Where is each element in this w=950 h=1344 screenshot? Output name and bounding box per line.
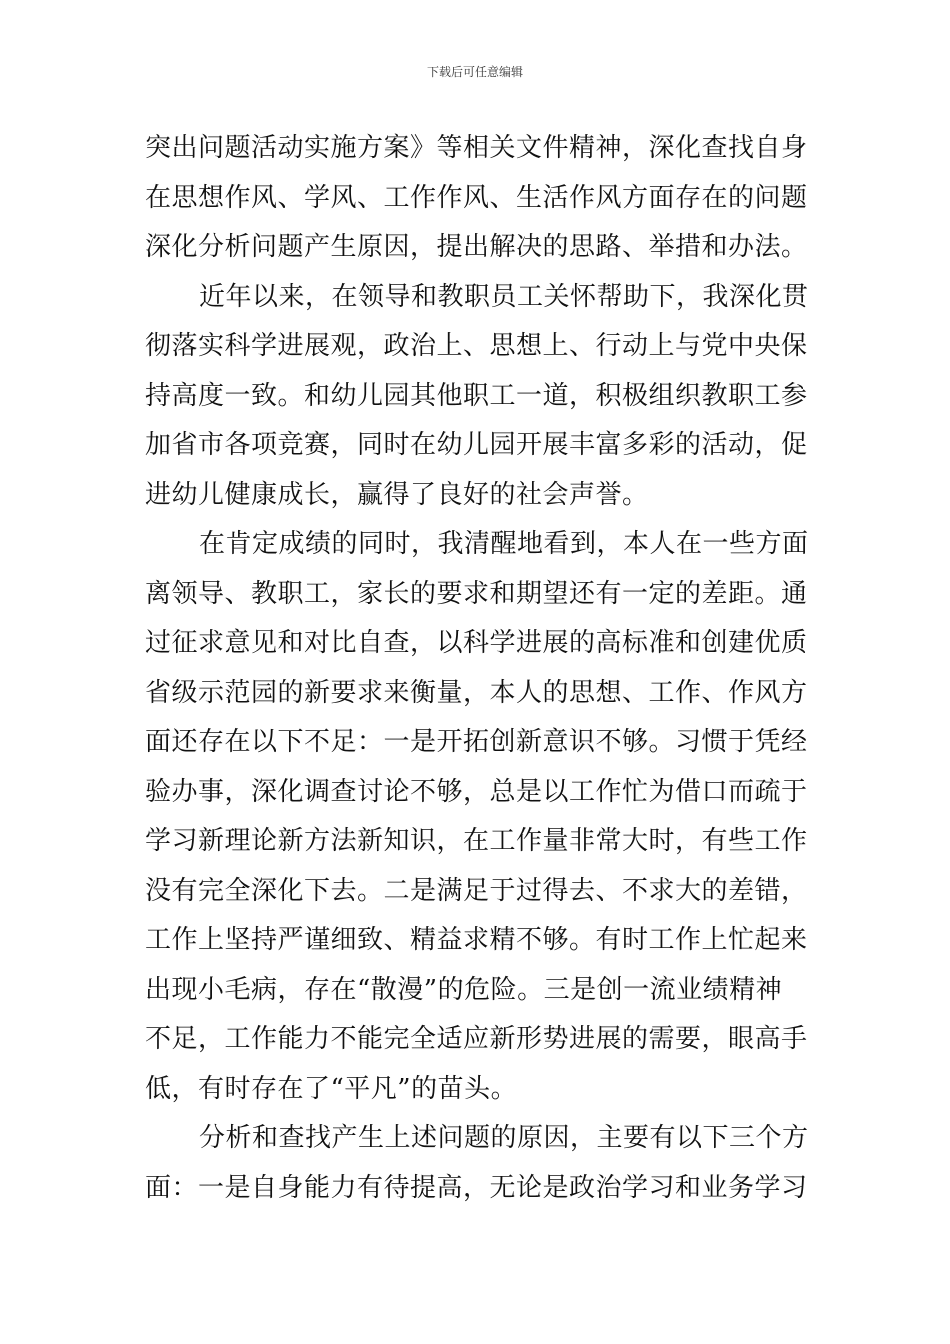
text-line: 学习新理论新方法新知识，在工作量非常大时，有些工作 (145, 826, 808, 856)
text-line: 省级示范园的新要求来衡量，本人的思想、工作、作风方 (145, 677, 808, 708)
text-line: 突出问题活动实施方案》等相关文件精神，深化查找自身 (145, 133, 808, 163)
text-line: 面还存在以下不足：一是开拓创新意识不够。习惯于凭经 (145, 727, 808, 757)
text-line: 彻落实科学进展观，政治上、思想上、行动上与党中央保 (145, 331, 808, 361)
text-line: 在思想作风、学风、工作作风、生活作风方面存在的问题 (145, 182, 808, 213)
page-header: 下载后可任意编辑 (426, 65, 523, 79)
text-line: 出现小毛病，存在“散漫”的危险。三是创一流业绩精神 (145, 974, 783, 1005)
text-line: 加省市各项竞赛，同时在幼儿园开展丰富多彩的活动，促 (145, 430, 808, 460)
text-line: 工作上坚持严谨细致、精益求精不够。有时工作上忙起来 (145, 925, 808, 955)
text-line: 面：一是自身能力有待提高，无论是政治学习和业务学习 (145, 1172, 808, 1203)
text-line: 深化分析问题产生原因，提出解决的思路、举措和办法。 (145, 232, 808, 262)
document-body (145, 124, 807, 1213)
text-line: 进幼儿健康成长，赢得了良好的社会声誉。 (145, 479, 649, 510)
text-line: 持高度一致。和幼儿园其他职工一道，积极组织教职工参 (145, 380, 808, 411)
text-line: 过征求意见和对比自查，以科学进展的高标准和创建优质 (145, 628, 808, 658)
text-line: 低，有时存在了“平凡”的苗头。 (145, 1073, 518, 1104)
text-line: 没有完全深化下去。二是满足于过得去、不求大的差错， (145, 875, 808, 906)
text-line: 离领导、教职工，家长的要求和期望还有一定的差距。通 (145, 578, 808, 609)
paragraph-start-line: 近年以来，在领导和教职员工关怀帮助下，我深化贯 (199, 281, 809, 312)
paragraph-start-line: 在肯定成绩的同时，我清醒地看到，本人在一些方面 (199, 529, 809, 559)
text-line: 不足，工作能力不能完全适应新形势进展的需要，眼高手 (145, 1024, 808, 1054)
text-line: 验办事，深化调查讨论不够，总是以工作忙为借口而疏于 (145, 776, 808, 807)
paragraph-start-line: 分析和查找产生上述问题的原因，主要有以下三个方 (199, 1123, 809, 1153)
